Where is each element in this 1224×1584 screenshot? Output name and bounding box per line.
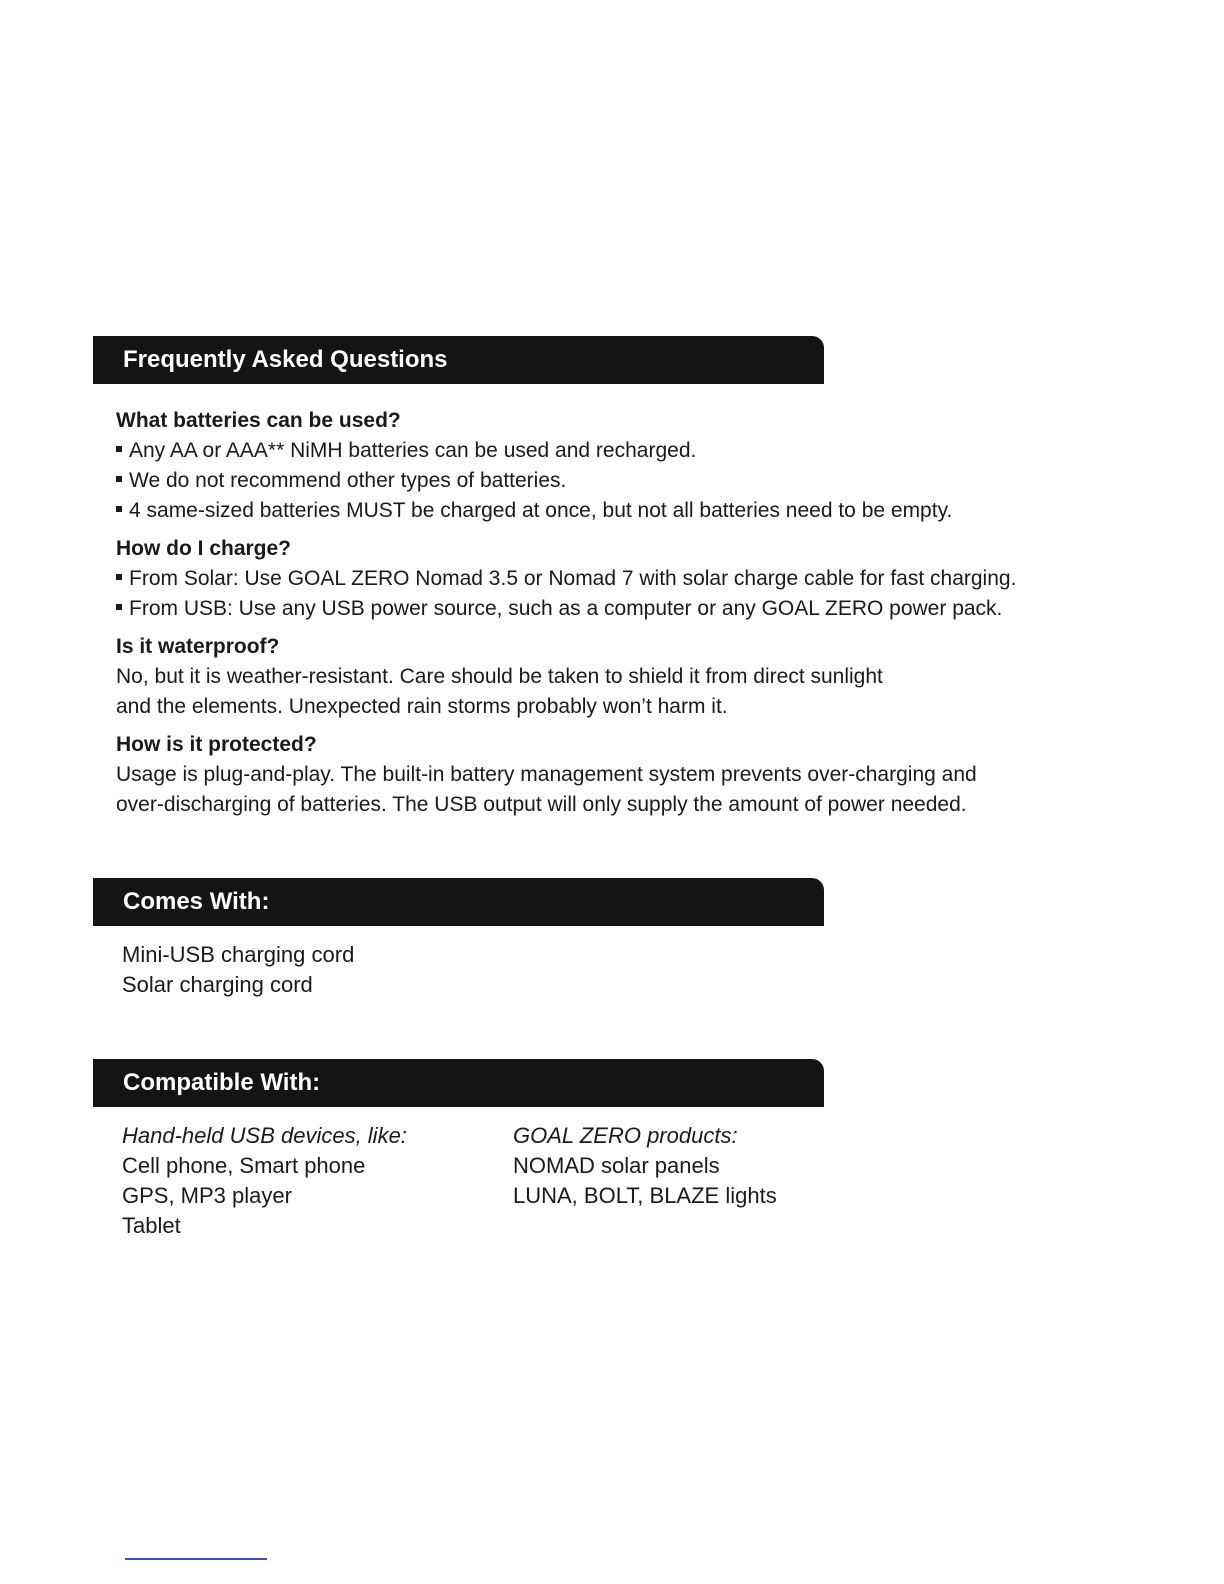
comes-with-heading: Comes With: — [123, 888, 270, 915]
faq-answer-line: and the elements. Unexpected rain storms probably won’t harm it. — [116, 695, 728, 718]
compatible-with-heading: Compatible With: — [123, 1069, 321, 1096]
faq-heading: Frequently Asked Questions — [123, 346, 448, 373]
faq-bullet: From Solar: Use GOAL ZERO Nomad 3.5 or Nomad 7 with solar charge cable for fast charging. — [116, 564, 1116, 594]
list-item: Tablet — [122, 1213, 181, 1238]
list-item: Cell phone, Smart phone — [122, 1153, 366, 1178]
compatible-devices-list — [122, 1121, 407, 1241]
faq-bullet: Any AA or AAA** NiMH batteries can be used and recharged. — [116, 436, 1116, 466]
faq-content — [116, 406, 1116, 820]
faq-question: How do I charge? — [116, 537, 292, 560]
faq-answer-line: over-discharging of batteries. The USB output will only supply the amount of power needed. — [116, 793, 967, 816]
devices-title: Hand-held USB devices, like: — [122, 1123, 407, 1148]
faq-answer-line: Usage is plug-and-play. The built-in battery management system prevents over-charging and — [116, 763, 977, 786]
faq-bullet: We do not recommend other types of batteries. — [116, 466, 1116, 496]
faq-question: How is it protected? — [116, 733, 317, 756]
comes-with-header-bar — [93, 878, 824, 926]
list-item: LUNA, BOLT, BLAZE lights — [513, 1183, 777, 1208]
list-item: Solar charging cord — [122, 972, 313, 997]
compatible-with-header-bar — [93, 1059, 824, 1107]
footer-rule — [125, 1558, 267, 1560]
faq-answer-line: No, but it is weather-resistant. Care should be taken to shield it from direct sunlight — [116, 665, 883, 688]
list-item: Mini-USB charging cord — [122, 942, 355, 967]
faq-header-bar — [93, 336, 824, 384]
compatible-products-list — [513, 1121, 777, 1211]
faq-question: Is it waterproof? — [116, 635, 280, 658]
list-item: GPS, MP3 player — [122, 1183, 292, 1208]
faq-question: What batteries can be used? — [116, 409, 401, 432]
products-title: GOAL ZERO products: — [513, 1123, 738, 1148]
faq-bullet: 4 same-sized batteries MUST be charged at once, but not all batteries need to be empty. — [116, 496, 1116, 526]
list-item: NOMAD solar panels — [513, 1153, 720, 1178]
faq-bullet: From USB: Use any USB power source, such as a computer or any GOAL ZERO power pack. — [116, 594, 1116, 624]
comes-with-list — [122, 940, 354, 1000]
